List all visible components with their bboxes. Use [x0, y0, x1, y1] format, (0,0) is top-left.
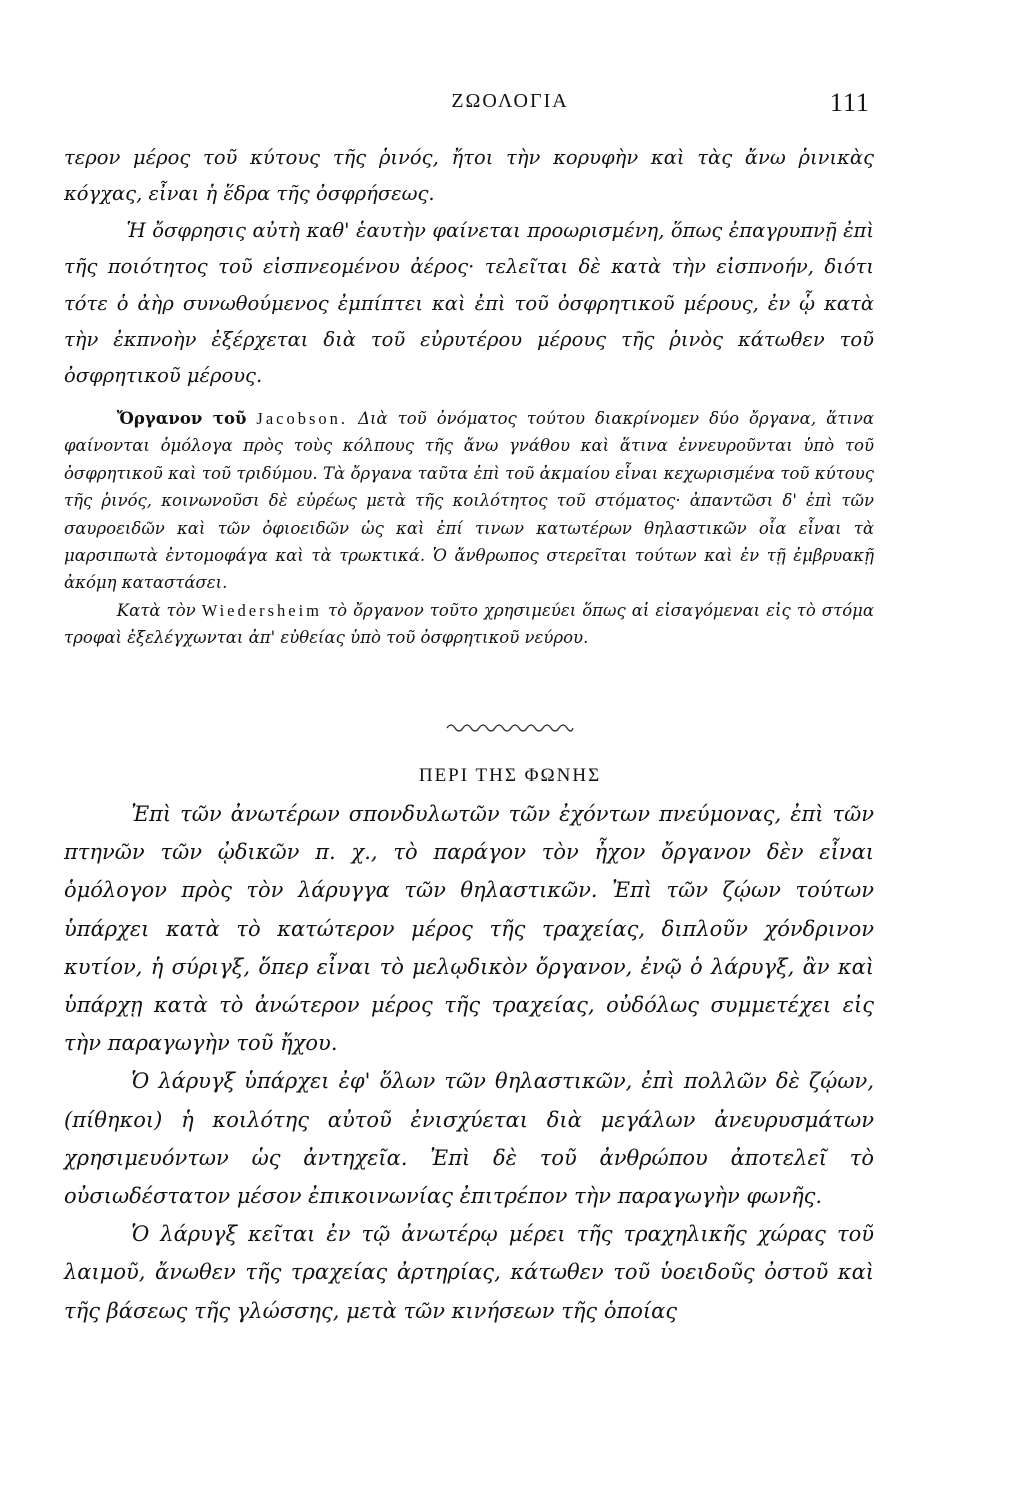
paragraph-wiedersheim	[64, 597, 874, 652]
jacobson-organ-section	[64, 405, 874, 652]
paragraph-olfaction: Ἡ ὄσφρησις αὐτὴ καθ' ἑαυτὴν φαίνεται προωρισμένη, ὅπως ἐπαγρυπνῇ ἐπὶ τῆς ποιότητος τοῦ εἰσπνεομένου ἀέρος· τελεῖται δὲ κατὰ τὴν εἰσπνοήν, διότι τότε ὁ ἀὴρ συνωθούμενος ἐμπίπτει καὶ ἐπὶ τοῦ ὀσφρητικοῦ μέρους, ἐν ᾧ κατὰ τὴν ἐκπνοὴν ἐξέρχεται διὰ τοῦ εὐρυτέρου μέρους τῆς ῥινὸς κάτωθεν τοῦ ὀσφρητικοῦ μέρους.	[64, 218, 874, 388]
wiedersheim-name: Wiedersheim	[201, 600, 322, 620]
page-number: 111	[829, 88, 870, 117]
paragraph-jacobson-organ	[64, 405, 874, 597]
paragraph-larynx-position: Ὁ λάρυγξ κεῖται ἐν τῷ ἀνωτέρῳ μέρει τῆς τραχηλικῆς χώρας τοῦ λαιμοῦ, ἄνωθεν τῆς τραχείας ἀρτηρίας, κάτωθεν τοῦ ὑοειδοῦς ὀστοῦ καὶ τῆς βάσεως τῆς γλώσσης, μετὰ τῶν κινήσεων τῆς ὁποίας	[64, 1222, 874, 1323]
wavy-divider-icon	[445, 718, 575, 734]
jacobson-term: Ὄργανον τοῦ	[116, 409, 247, 428]
wiedersheim-text: τὸ ὄργανον τοῦτο χρησιμεύει ὅπως αἱ εἰσαγόμεναι εἰς τὸ στόμα τροφαὶ ἐξελέγχωνται ἀπ' εὐθείας ὑπὸ τοῦ ὀσφρητικοῦ νεύρου.	[64, 600, 874, 648]
jacobson-description: Διὰ τοῦ ὀνόματος τούτου διακρίνομεν δύο ὄργανα, ἅτινα φαίνονται ὁμόλογα πρὸς τοὺς κόλπους τῆς ἄνω γνάθου καὶ ἅτινα ἐννευροῦνται ὑπὸ τοῦ ὀσφρητικοῦ καὶ τοῦ τριδύμου. Τὰ ὄργανα ταῦτα ἐπὶ τοῦ ἀκμαίου εἶναι κεχωρισμένα τοῦ κύτους τῆς ῥινός, κοινωνοῦσι δὲ εὐρέως μετὰ τῆς κοιλότητος τοῦ στόματος· ἀπαντῶσι δ' ἐπὶ τῶν σαυροειδῶν καὶ τῶν ὀφιοειδῶν ὡς καὶ ἐπί τινων κατωτέρων θηλαστικῶν οἷα εἶναι τὰ μαρσιπωτὰ ἐντομοφάγα καὶ τὰ τρωκτικά. Ὁ ἄνθρωπος στερεῖται τούτων καὶ ἐν τῇ ἐμβρυακῇ ἀκόμη καταστάσει.	[64, 409, 874, 593]
jacobson-name: Jacobson.	[256, 409, 349, 428]
section-title: ΠΕΡΙ ΤΗΣ ΦΩΝΗΣ	[418, 765, 602, 786]
voice-section	[64, 795, 874, 1330]
paragraph-syrinx: Ἐπὶ τῶν ἀνωτέρων σπονδυλωτῶν τῶν ἐχόντων πνεύμονας, ἐπὶ τῶν πτηνῶν τῶν ᾠδικῶν π. χ., τὸ παράγον τὸν ἦχον ὄργανον δὲν εἶναι ὁμόλογον πρὸς τὸν λάρυγγα τῶν θηλαστικῶν. Ἐπὶ τῶν ζῴων τούτων ὑπάρχει κατὰ τὸ κατώτερον μέρος τῆς τραχείας, διπλοῦν χόνδρινον κυτίον, ἡ σύριγξ, ὅπερ εἶναι τὸ μελῳδικὸν ὄργανον, ἐνῷ ὁ λάρυγξ, ἂν καὶ ὑπάρχῃ κατὰ τὸ ἀνώτερον μέρος τῆς τραχείας, οὐδόλως συμμετέχει εἰς τὴν παραγωγὴν τοῦ ἤχου.	[64, 802, 874, 1056]
page-header	[0, 88, 1020, 118]
running-title: ΖΩΟΛΟΓΙΑ	[451, 90, 569, 112]
paragraph-nasal-cavity: τερον μέρος τοῦ κύτους τῆς ῥινός, ἤτοι τὴν κορυφὴν καὶ τὰς ἄνω ῥινικὰς κόγχας, εἶναι ἡ ἕδρα τῆς ὀσφρήσεως.	[64, 146, 874, 206]
olfaction-section	[64, 140, 874, 395]
wiedersheim-lead: Κατὰ τὸν	[116, 600, 196, 620]
paragraph-larynx-mammals: Ὁ λάρυγξ ὑπάρχει ἐφ' ὅλων τῶν θηλαστικῶν, ἐπὶ πολλῶν δὲ ζῴων, (πίθηκοι) ἡ κοιλότης αὐτοῦ ἐνισχύεται διὰ μεγάλων ἀνευρυσμάτων χρησιμευόντων ὡς ἀντηχεῖα. Ἐπὶ δὲ τοῦ ἀνθρώπου ἀποτελεῖ τὸ οὐσιωδέστατον μέσον ἐπικοινωνίας ἐπιτρέπον τὴν παραγωγὴν φωνῆς.	[64, 1069, 874, 1209]
wavy-divider	[0, 718, 1020, 738]
